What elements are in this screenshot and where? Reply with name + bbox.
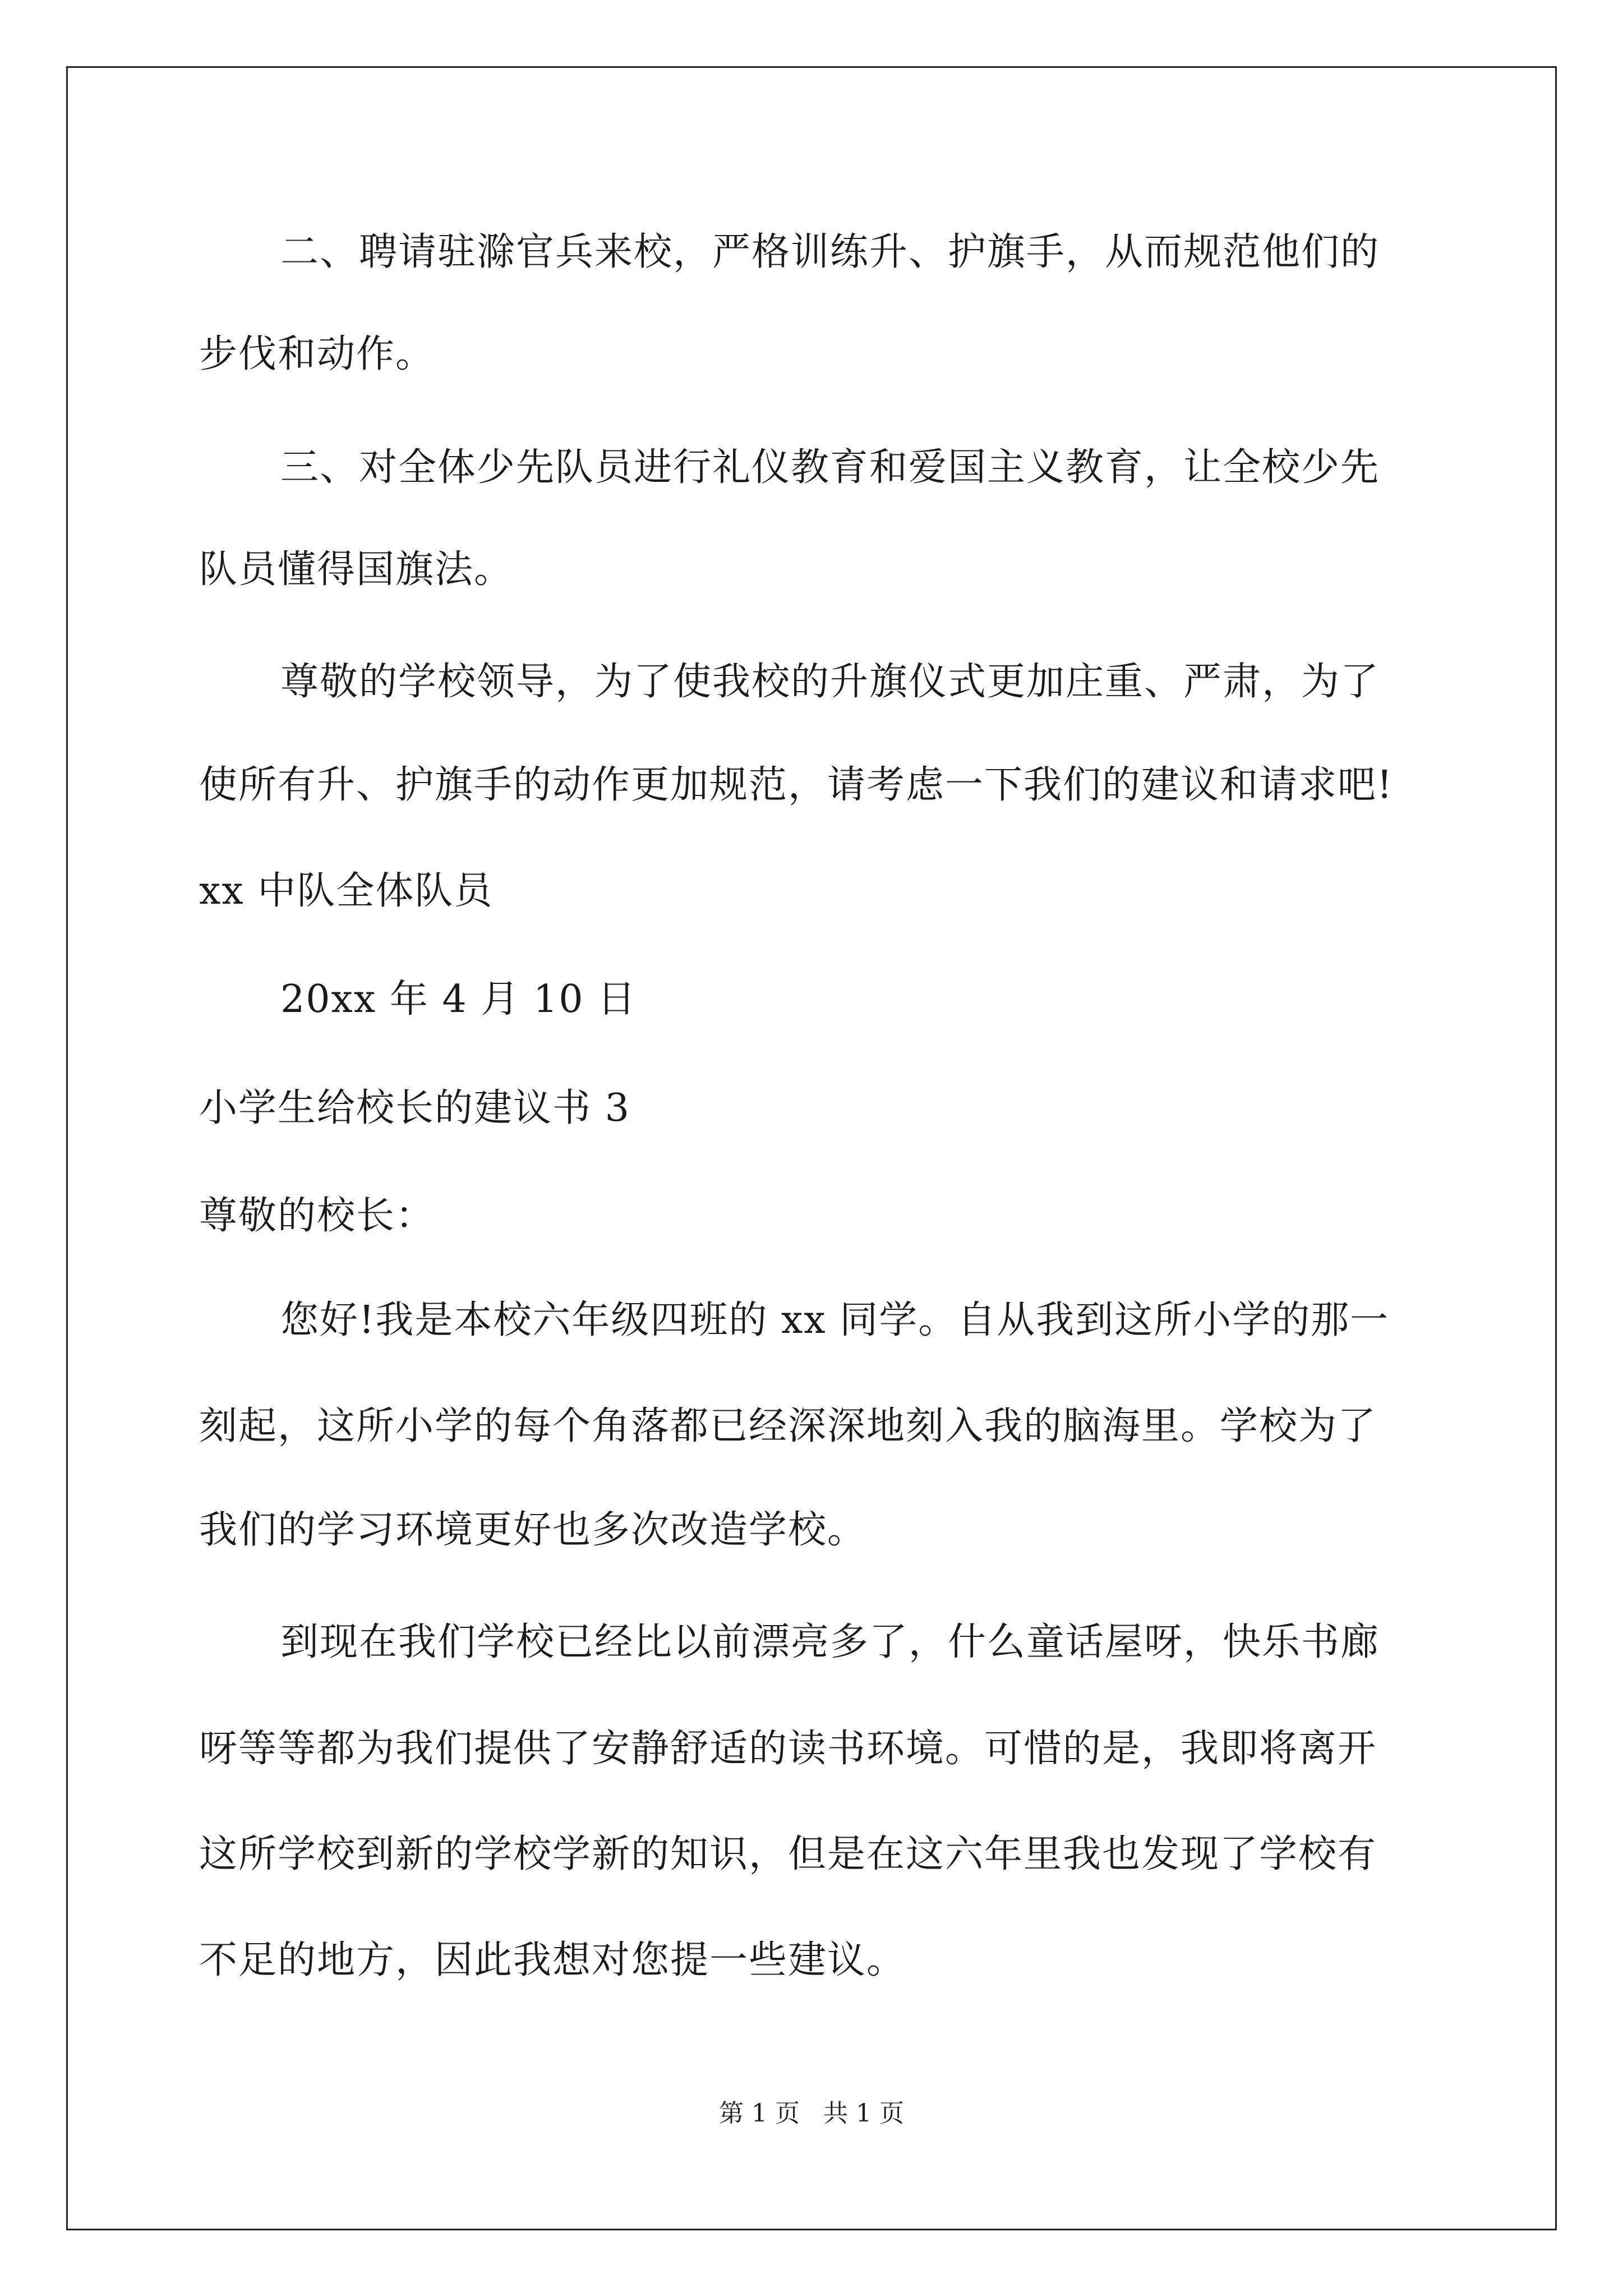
signature-line: xx 中队全体队员	[199, 869, 494, 913]
paragraph-line: 我们的学习环境更好也多次改造学校。	[199, 1508, 867, 1552]
page-total: 共 1 页	[823, 2099, 904, 2128]
salutation: 尊敬的校长：	[199, 1194, 435, 1238]
paragraph-line: 步伐和动作。	[199, 332, 435, 376]
paragraph-line: 二、聘请驻滁官兵来校，严格训练升、护旗手，从而规范他们的	[280, 230, 1380, 274]
paragraph-line: 呀等等都为我们提供了安静舒适的读书环境。可惜的是，我即将离开	[199, 1727, 1377, 1771]
section-title: 小学生给校长的建议书 3	[199, 1086, 630, 1130]
paragraph-line: 队员懂得国旗法。	[199, 547, 514, 592]
page-number: 第 1 页	[719, 2099, 800, 2128]
paragraph-line: 这所学校到新的学校学新的知识，但是在这六年里我也发现了学校有	[199, 1832, 1377, 1876]
paragraph-line: 您好!我是本校六年级四班的 xx 同学。自从我到这所小学的那一	[280, 1298, 1390, 1342]
paragraph-line: 尊敬的学校领导，为了使我校的升旗仪式更加庄重、严肃，为了	[280, 660, 1380, 704]
paragraph-line: 到现在我们学校已经比以前漂亮多了，什么童话屋呀，快乐书廊	[280, 1620, 1380, 1664]
paragraph-line: 刻起，这所小学的每个角落都已经深深地刻入我的脑海里。学校为了	[199, 1404, 1377, 1448]
page-border	[66, 66, 1557, 2230]
paragraph-line: 使所有升、护旗手的动作更加规范，请考虑一下我们的建议和请求吧!	[199, 763, 1394, 807]
paragraph-line: 三、对全体少先队员进行礼仪教育和爱国主义教育，让全校少先	[280, 445, 1380, 490]
page-footer	[0, 2097, 1623, 2131]
date-line: 20xx 年 4 月 10 日	[280, 977, 637, 1022]
paragraph-line: 不足的地方，因此我想对您提一些建议。	[199, 1938, 906, 1982]
